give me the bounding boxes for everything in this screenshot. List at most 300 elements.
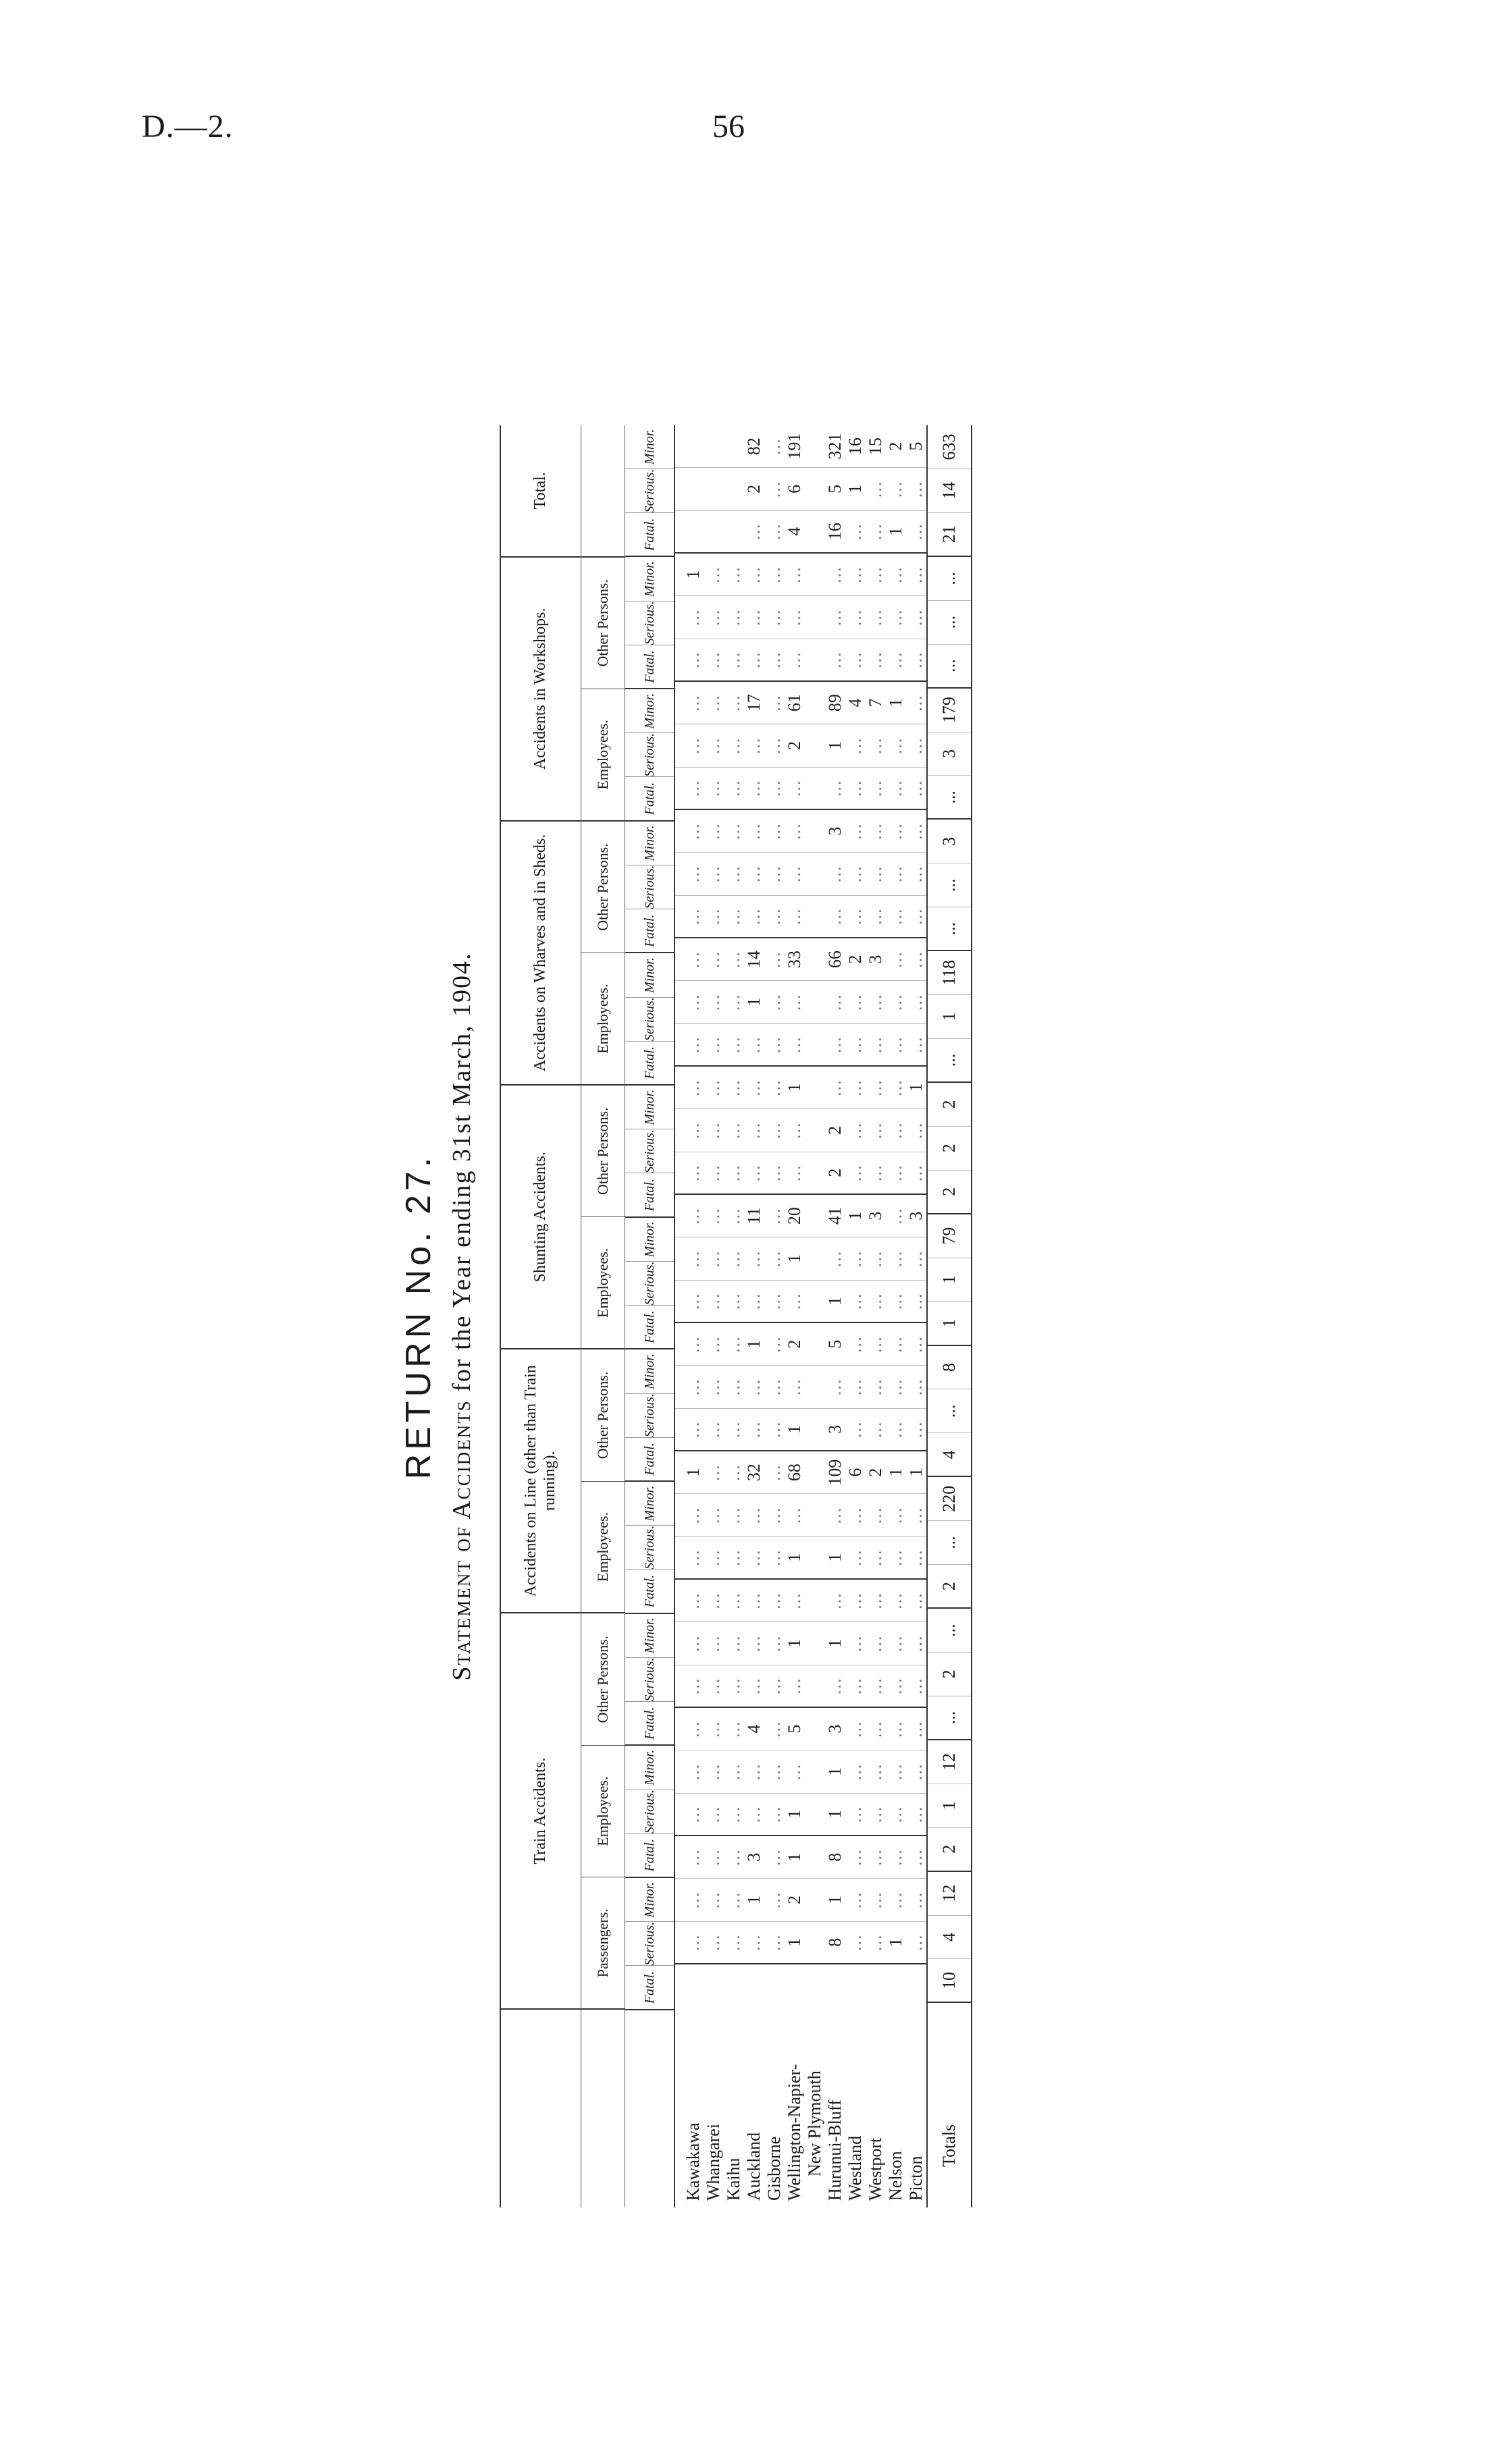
table-cell bbox=[805, 1109, 825, 1151]
table-cell: ... bbox=[764, 523, 784, 541]
table-cell: ... bbox=[906, 1891, 926, 1909]
table-cell: ... bbox=[724, 1549, 743, 1567]
table-cell: ... bbox=[906, 993, 926, 1011]
table-cell: 191 bbox=[785, 433, 804, 460]
table-cell: ... bbox=[744, 779, 764, 797]
page-code: D.—2. bbox=[142, 109, 234, 144]
table-cell: ... bbox=[886, 1292, 905, 1310]
table-cell: ... bbox=[704, 1805, 723, 1823]
table-cell: ... bbox=[866, 1592, 885, 1609]
table-cell: 1 bbox=[886, 698, 905, 707]
table-cell: ... bbox=[785, 1378, 804, 1396]
data-column bbox=[675, 1281, 926, 1323]
table-cell: ... bbox=[744, 907, 764, 926]
table-cell: 1 bbox=[785, 1553, 804, 1562]
table-cell: ... bbox=[764, 608, 784, 626]
table-cell: ... bbox=[866, 1848, 885, 1866]
table-cell: 16 bbox=[845, 437, 865, 456]
table-cell: ... bbox=[744, 1250, 764, 1268]
table-cell: ... bbox=[704, 993, 723, 1011]
district-label: Auckland bbox=[744, 2132, 764, 2201]
table-cell: ... bbox=[704, 950, 723, 968]
table-cell: ... bbox=[906, 694, 926, 712]
table-cell: 33 bbox=[785, 950, 804, 969]
column-header: Fatal. bbox=[625, 1438, 674, 1482]
sub-work-employees: Employees. bbox=[581, 689, 625, 822]
table-cell: ... bbox=[906, 608, 926, 626]
totals-cell: 1 bbox=[928, 995, 971, 1039]
header-blank bbox=[501, 2010, 581, 2207]
table-cell: ... bbox=[886, 865, 905, 883]
table-cell: ... bbox=[764, 1891, 784, 1909]
table-cell bbox=[805, 639, 825, 680]
table-cell: ... bbox=[764, 779, 784, 797]
table-cell: 1 bbox=[825, 1767, 845, 1776]
table-cell: ... bbox=[845, 1335, 865, 1353]
table-cell: ... bbox=[724, 736, 743, 755]
sub-train-employees: Employees. bbox=[581, 1746, 625, 1878]
table-cell: ... bbox=[683, 1634, 703, 1653]
table-cell: ... bbox=[704, 1464, 723, 1481]
table-cell: ... bbox=[886, 736, 905, 755]
table-cell: ... bbox=[866, 822, 885, 840]
column-header: Fatal. bbox=[625, 1173, 674, 1217]
table-cell bbox=[805, 1366, 825, 1408]
table-cell: ... bbox=[845, 1848, 865, 1866]
district-label: Picton bbox=[906, 2155, 926, 2201]
data-column bbox=[675, 896, 926, 938]
table-cell: ... bbox=[866, 1378, 885, 1396]
table-cell: ... bbox=[744, 1506, 764, 1524]
table-cell bbox=[805, 1323, 825, 1365]
data-column bbox=[675, 511, 926, 554]
district-name bbox=[704, 1964, 724, 2201]
table-cell: ... bbox=[866, 1933, 885, 1952]
table-cell: ... bbox=[744, 1164, 764, 1182]
data-column bbox=[675, 810, 926, 853]
table-cell: 7 bbox=[866, 698, 885, 707]
table-cell: 82 bbox=[744, 437, 764, 456]
data-column bbox=[675, 1024, 926, 1067]
table-cell: ... bbox=[866, 480, 885, 498]
table-cell bbox=[683, 511, 704, 552]
table-cell: ... bbox=[764, 1592, 784, 1609]
totals-cell: 4 bbox=[928, 1433, 971, 1477]
table-cell: ... bbox=[764, 1250, 784, 1268]
table-cell: 3 bbox=[866, 955, 885, 964]
table-cell: ... bbox=[683, 651, 703, 669]
table-cell: ... bbox=[764, 1933, 784, 1952]
table-cell: ... bbox=[906, 1121, 926, 1140]
page-number: 56 bbox=[712, 109, 745, 144]
table-cell: ... bbox=[704, 1420, 723, 1439]
table-cell: 1 bbox=[906, 1468, 926, 1477]
table-cell: 11 bbox=[744, 1207, 764, 1225]
table-cell bbox=[683, 468, 704, 510]
district-name bbox=[886, 1964, 906, 2201]
table-cell: ... bbox=[704, 907, 723, 926]
table-cell: ... bbox=[906, 1933, 926, 1952]
totals-row bbox=[928, 425, 972, 2207]
table-cell: ... bbox=[906, 865, 926, 883]
table-cell: ... bbox=[683, 1720, 703, 1738]
table-cell: ... bbox=[764, 993, 784, 1011]
table-cell: ... bbox=[845, 1805, 865, 1823]
district-name bbox=[845, 1964, 866, 2201]
table-cell: 8 bbox=[825, 1937, 845, 1947]
table-cell: ... bbox=[825, 1677, 845, 1695]
table-cell: 2 bbox=[825, 1168, 845, 1177]
sub-total bbox=[581, 425, 625, 558]
table-cell: 4 bbox=[744, 1724, 764, 1734]
table-cell: ... bbox=[845, 1292, 865, 1310]
table-cell: ... bbox=[764, 1079, 784, 1096]
table-cell: ... bbox=[683, 736, 703, 755]
data-column bbox=[675, 596, 926, 639]
table-cell: 2 bbox=[825, 1125, 845, 1135]
table-cell: ... bbox=[886, 1720, 905, 1738]
table-cell: ... bbox=[886, 1036, 905, 1054]
table-cell: ... bbox=[724, 1079, 743, 1096]
table-cell: ... bbox=[764, 1207, 784, 1225]
table-cell: 109 bbox=[825, 1459, 845, 1486]
table-cell: ... bbox=[886, 1164, 905, 1182]
table-cell bbox=[805, 1879, 825, 1921]
table-cell: 1 bbox=[845, 1211, 865, 1221]
table-cell: ... bbox=[724, 608, 743, 626]
table-cell: ... bbox=[845, 907, 865, 926]
table-cell: ... bbox=[825, 566, 845, 583]
data-column bbox=[675, 682, 926, 724]
table-cell: ... bbox=[785, 1677, 804, 1695]
table-cell: ... bbox=[744, 566, 764, 583]
table-cell: 1 bbox=[785, 1852, 804, 1862]
totals-cell: ... bbox=[928, 1696, 971, 1740]
totals-cell: ... bbox=[928, 776, 971, 820]
table-cell: ... bbox=[704, 1634, 723, 1653]
table-cell: 1 bbox=[785, 1254, 804, 1263]
table-cell: ... bbox=[886, 1592, 905, 1609]
totals-cell: 79 bbox=[928, 1214, 971, 1258]
table-cell: ... bbox=[866, 1121, 885, 1140]
table-cell: ... bbox=[906, 1763, 926, 1781]
accidents-table bbox=[500, 425, 972, 2207]
table-cell: ... bbox=[886, 566, 905, 583]
column-header: Serious. bbox=[625, 1658, 674, 1702]
data-column bbox=[675, 1537, 926, 1580]
totals-cell: ... bbox=[928, 1389, 971, 1433]
table-cell: ... bbox=[785, 993, 804, 1011]
colheader-blank bbox=[625, 2010, 674, 2207]
table-cell: ... bbox=[845, 608, 865, 626]
table-cell: ... bbox=[866, 1335, 885, 1353]
data-columns bbox=[675, 425, 926, 1964]
table-cell: ... bbox=[764, 1805, 784, 1823]
table-cell: 4 bbox=[785, 527, 804, 536]
accidents-return-sheet bbox=[398, 425, 1371, 2207]
table-cell: ... bbox=[906, 480, 926, 498]
table-cell bbox=[805, 1665, 825, 1707]
subheader-blank bbox=[581, 2010, 625, 2207]
table-cell: ... bbox=[886, 1335, 905, 1353]
table-cell: 2 bbox=[785, 1339, 804, 1349]
table-cell: ... bbox=[906, 523, 926, 541]
table-cell: ... bbox=[866, 1634, 885, 1653]
table-cell: 20 bbox=[785, 1207, 804, 1225]
table-cell: ... bbox=[683, 779, 703, 797]
table-cell bbox=[805, 1580, 825, 1622]
table-cell bbox=[724, 511, 744, 552]
column-header: Fatal. bbox=[625, 1834, 674, 1878]
table-cell: 15 bbox=[866, 437, 885, 456]
table-cell: ... bbox=[906, 779, 926, 797]
table-cell: 3 bbox=[866, 1211, 885, 1221]
data-column bbox=[675, 1494, 926, 1536]
column-header: Minor. bbox=[625, 1086, 674, 1129]
table-cell: ... bbox=[845, 1891, 865, 1909]
table-cell: ... bbox=[683, 1378, 703, 1396]
table-cell: ... bbox=[744, 608, 764, 626]
table-cell: ... bbox=[886, 651, 905, 669]
table-cell: 1 bbox=[886, 1468, 905, 1477]
table-cell: ... bbox=[906, 1549, 926, 1567]
table-cell: 1 bbox=[825, 741, 845, 750]
table-cell: ... bbox=[785, 1592, 804, 1609]
table-cell: 66 bbox=[825, 950, 845, 969]
group-line: Accidents on Line (other than Train running). bbox=[501, 1349, 581, 1613]
table-cell: 5 bbox=[906, 441, 926, 451]
table-cell: 2 bbox=[785, 1895, 804, 1904]
sub-train-passengers: Passengers. bbox=[581, 1877, 625, 2010]
table-cell: 1 bbox=[785, 1638, 804, 1648]
table-cell: ... bbox=[744, 822, 764, 840]
table-cell: ... bbox=[724, 907, 743, 926]
table-cell bbox=[805, 1836, 825, 1878]
column-header: Minor. bbox=[625, 1746, 674, 1790]
data-column bbox=[675, 1665, 926, 1708]
column-header-row bbox=[625, 425, 675, 2207]
district-name bbox=[744, 1964, 764, 2201]
sub-line-employees: Employees. bbox=[581, 1482, 625, 1614]
table-cell: ... bbox=[744, 1292, 764, 1310]
sub-line-other: Other Persons. bbox=[581, 1349, 625, 1482]
column-header: Minor. bbox=[625, 1614, 674, 1658]
table-cell: ... bbox=[845, 1164, 865, 1182]
table-cell: ... bbox=[886, 1121, 905, 1140]
table-cell bbox=[805, 1622, 825, 1664]
table-cell: ... bbox=[906, 651, 926, 669]
data-column bbox=[675, 1836, 926, 1879]
table-cell: ... bbox=[825, 779, 845, 797]
column-header: Minor. bbox=[625, 425, 674, 469]
table-cell: ... bbox=[845, 993, 865, 1011]
table-cell: ... bbox=[785, 1292, 804, 1310]
table-cell: ... bbox=[886, 1763, 905, 1781]
table-cell: ... bbox=[744, 1634, 764, 1653]
table-cell: ... bbox=[683, 1506, 703, 1524]
table-cell: ... bbox=[906, 950, 926, 968]
table-cell bbox=[805, 1195, 825, 1237]
table-cell: ... bbox=[764, 437, 784, 455]
table-cell: ... bbox=[866, 1549, 885, 1567]
table-cell: ... bbox=[704, 1592, 723, 1609]
table-cell: ... bbox=[683, 1079, 703, 1096]
table-cell: ... bbox=[704, 1848, 723, 1866]
district-names bbox=[675, 1964, 926, 2207]
data-column bbox=[675, 639, 926, 682]
data-column bbox=[675, 1067, 926, 1109]
table-cell: ... bbox=[866, 608, 885, 626]
table-cell: ... bbox=[704, 651, 723, 669]
data-column bbox=[675, 1409, 926, 1451]
table-cell: ... bbox=[724, 1933, 743, 1952]
sub-work-other: Other Persons. bbox=[581, 558, 625, 690]
table-cell bbox=[724, 468, 744, 510]
table-cell: 1 bbox=[825, 1809, 845, 1819]
totals-cell: 12 bbox=[928, 1872, 971, 1916]
table-cell: ... bbox=[845, 1036, 865, 1054]
table-cell: ... bbox=[845, 1506, 865, 1524]
totals-cell: ... bbox=[928, 645, 971, 689]
totals-cell: 21 bbox=[928, 513, 971, 557]
table-cell: ... bbox=[886, 1634, 905, 1653]
table-cell: ... bbox=[704, 779, 723, 797]
table-cell: ... bbox=[785, 865, 804, 883]
table-cell: 1 bbox=[845, 484, 865, 493]
subtitle-rest: for the Year ending 31st March, 1904. bbox=[448, 952, 476, 1392]
table-cell: ... bbox=[785, 608, 804, 626]
table-cell: ... bbox=[906, 566, 926, 583]
totals-label: Totals bbox=[939, 2124, 959, 2167]
table-cell: ... bbox=[764, 1506, 784, 1524]
table-cell: ... bbox=[886, 1848, 905, 1866]
table-cell: ... bbox=[744, 651, 764, 669]
district-name bbox=[866, 1964, 886, 2201]
group-shunting: Shunting Accidents. bbox=[501, 1086, 581, 1349]
table-body bbox=[675, 425, 928, 2207]
table-cell: 1 bbox=[825, 1638, 845, 1648]
totals-cell: 8 bbox=[928, 1346, 971, 1390]
table-cell: ... bbox=[704, 1677, 723, 1695]
totals-cell: 2 bbox=[928, 1565, 971, 1609]
table-cell: 1 bbox=[886, 527, 905, 536]
table-cell: ... bbox=[906, 1164, 926, 1182]
district-label: Kaihu bbox=[724, 2158, 743, 2201]
table-cell: ... bbox=[866, 993, 885, 1011]
table-cell: ... bbox=[845, 523, 865, 541]
table-cell: ... bbox=[866, 1079, 885, 1096]
table-cell: ... bbox=[704, 1292, 723, 1310]
table-cell: ... bbox=[785, 1036, 804, 1054]
table-cell: ... bbox=[683, 1763, 703, 1781]
table-cell: ... bbox=[866, 1250, 885, 1268]
sub-shunt-other: Other Persons. bbox=[581, 1086, 625, 1218]
table-cell: 3 bbox=[825, 1424, 845, 1434]
totals-cell: ... bbox=[928, 601, 971, 645]
sub-wharf-employees: Employees. bbox=[581, 953, 625, 1086]
table-cell: ... bbox=[724, 1036, 743, 1054]
table-cell: ... bbox=[906, 1720, 926, 1738]
totals-cell: 12 bbox=[928, 1740, 971, 1784]
table-cell: ... bbox=[724, 1420, 743, 1439]
column-header: Minor. bbox=[625, 1878, 674, 1922]
table-cell: 1 bbox=[825, 1553, 845, 1562]
table-cell: ... bbox=[724, 1164, 743, 1182]
table-cell: ... bbox=[704, 1891, 723, 1909]
table-cell: ... bbox=[683, 1250, 703, 1268]
table-cell: ... bbox=[866, 1677, 885, 1695]
table-cell: ... bbox=[704, 1121, 723, 1140]
table-cell: ... bbox=[825, 907, 845, 926]
table-cell: ... bbox=[724, 993, 743, 1011]
table-cell: ... bbox=[764, 736, 784, 755]
table-cell bbox=[704, 468, 724, 510]
table-cell: ... bbox=[866, 779, 885, 797]
table-cell: ... bbox=[704, 1335, 723, 1353]
table-cell: ... bbox=[764, 1763, 784, 1781]
data-column bbox=[675, 1879, 926, 1921]
table-cell: ... bbox=[886, 1805, 905, 1823]
table-cell: ... bbox=[906, 1848, 926, 1866]
totals-cell: 1 bbox=[928, 1784, 971, 1828]
data-column bbox=[675, 853, 926, 895]
data-column bbox=[675, 1152, 926, 1195]
table-cell: 41 bbox=[825, 1207, 845, 1225]
totals-cell: 4 bbox=[928, 1916, 971, 1960]
table-cell: ... bbox=[744, 1677, 764, 1695]
table-cell: 1 bbox=[744, 1339, 764, 1349]
column-header: Fatal. bbox=[625, 909, 674, 953]
district-name bbox=[825, 1964, 845, 2201]
data-column bbox=[675, 1708, 926, 1750]
column-header: Minor. bbox=[625, 1349, 674, 1393]
table-cell: ... bbox=[704, 1763, 723, 1781]
table-cell: ... bbox=[785, 1763, 804, 1781]
table-cell: ... bbox=[744, 1121, 764, 1140]
table-cell bbox=[805, 1494, 825, 1536]
table-cell: ... bbox=[906, 1378, 926, 1396]
table-cell: ... bbox=[886, 1506, 905, 1524]
table-cell: ... bbox=[683, 822, 703, 840]
data-column bbox=[675, 981, 926, 1023]
table-cell: ... bbox=[764, 907, 784, 926]
table-cell bbox=[805, 981, 825, 1023]
table-cell bbox=[805, 1152, 825, 1194]
table-cell: ... bbox=[785, 651, 804, 669]
table-cell: ... bbox=[764, 1634, 784, 1653]
table-cell: ... bbox=[683, 1677, 703, 1695]
totals-cell: 14 bbox=[928, 469, 971, 513]
data-column bbox=[675, 1195, 926, 1237]
data-column bbox=[675, 938, 926, 981]
table-cell: ... bbox=[845, 1420, 865, 1439]
table-cell: ... bbox=[704, 1378, 723, 1396]
table-cell: ... bbox=[724, 865, 743, 883]
table-cell: 2 bbox=[744, 484, 764, 493]
table-cell: ... bbox=[785, 822, 804, 840]
table-cell bbox=[805, 853, 825, 894]
table-cell: ... bbox=[845, 1378, 865, 1396]
table-cell: ... bbox=[704, 1933, 723, 1952]
table-cell: ... bbox=[764, 694, 784, 712]
table-cell: ... bbox=[683, 907, 703, 926]
table-cell: ... bbox=[724, 566, 743, 583]
district-label: Kawakawa bbox=[683, 2122, 703, 2201]
table-cell: ... bbox=[785, 1506, 804, 1524]
table-cell: ... bbox=[886, 822, 905, 840]
column-header: Fatal. bbox=[625, 1042, 674, 1086]
column-header: Serious. bbox=[625, 469, 674, 513]
